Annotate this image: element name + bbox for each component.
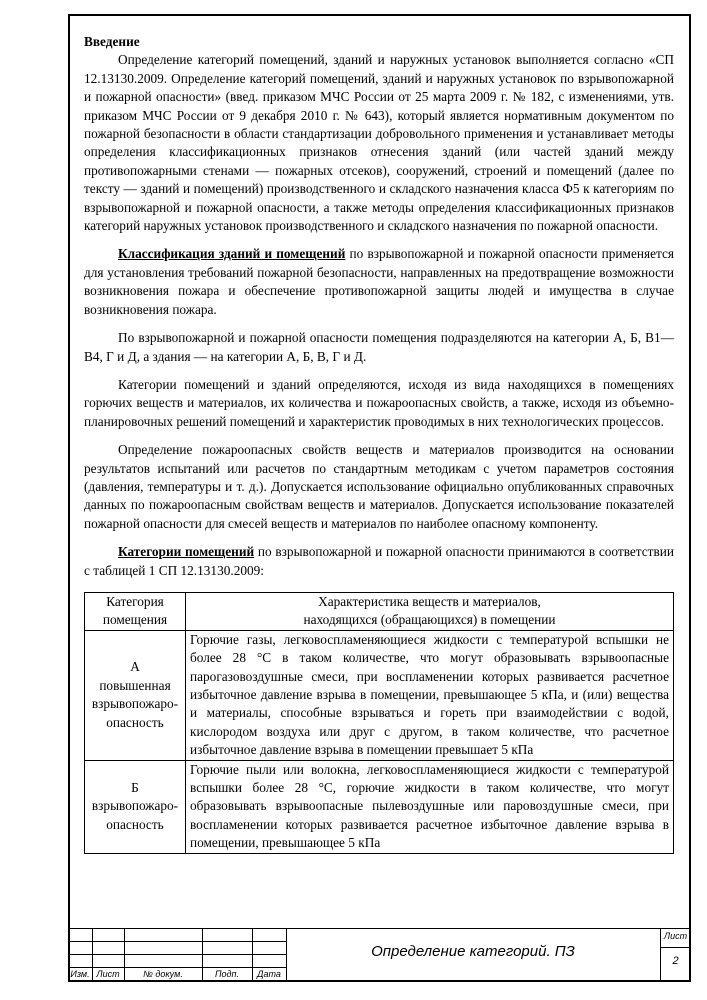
properties-paragraph: Определение пожароопасных свойств веществ и материалов производится на основании результатов испытаний или расчетов по стандартным методикам с учетом параметров состояния (давления, температуры и т. д.). Допускается использование официально опубликованных справочных данных по пожароопасным свойствам веществ и материалов. Допускается использование показателей пожарной опасности для смесей веществ и материалов по наиболее опасному компоненту. <box>84 442 674 531</box>
header-category-line: Категория <box>106 593 164 609</box>
room-categories-text: по взрывопожарной и пожарной опасности принимаются в соответствии с таблицей 1 СП 12.13130.2009: <box>84 544 675 578</box>
table-row <box>85 760 674 853</box>
header-category-line: помещения <box>102 612 168 628</box>
stamp-line <box>660 947 691 948</box>
stamp-col-date: Дата <box>257 969 281 979</box>
stamp-col-doc: № докум. <box>143 969 183 979</box>
sheet-label: Лист <box>663 931 688 941</box>
description-cell: Горючие газы, легковоспламеняющиеся жидкости с температурой вспышки не более 28 °С в таком количестве, что могут образовывать взрывоопасные парогазовоздушные смеси, при воспламенении которых развивается расчетное избыточное давление взрыва в помещении, превышающее 5 кПа, и (или) вещества и материалы, способные взрываться и гореть при взаимодействии с водой, кислородом воздуха или друг с другом, в таком количестве, что расчетное избыточное давление взрыва в помещении превышает 5 кПа <box>186 630 674 760</box>
category-label: опасность <box>106 816 164 832</box>
intro-paragraph: Определение категорий помещений, зданий и наружных установок выполняется согласно «СП 12.13130.2009. Определение категорий помещений, зданий и наружных установок по взрывопожарной и пожарной опасности» (введ. приказом МЧС России от 25 марта 2009 г. № 182, с изменениями, утв. приказом МЧС России от 9 декабря 2010 г. № 643), который является нормативным документом по пожарной безопасности в области стандартизации добровольного применения и устанавливает методы определения классификационных признаков отнесения зданий (или частей зданий между противопожарными стенами — пожарных отсеков), сооружений, строений и помещений (далее по тексту — зданий и помещений) производственного и складского назначения класса Ф5 к категориям по взрывопожарной и пожарной опасности, а также методы определения классификационных признаков категорий наружных установок производственного и складского назначения по пожарной опасности. <box>84 52 674 234</box>
header-category-cell <box>85 592 186 630</box>
category-label: опасность <box>106 714 164 730</box>
stamp-line <box>68 928 691 929</box>
category-cell <box>85 630 186 760</box>
header-description-cell <box>186 592 674 630</box>
sheet-number: 2 <box>672 955 679 967</box>
stamp-line <box>68 954 286 955</box>
determination-paragraph: Категории помещений и зданий определяются, исходя из вида находящихся в помещениях горючих веществ и материалов, их количества и пожароопасных свойств, а также, исходя из объемно-планировочных решений помещений и характеристик проводимых в них технологических процессов. <box>84 376 674 429</box>
header-description-line: находящихся (обращающихся) в помещении <box>303 612 556 628</box>
category-label: повышенная <box>99 677 171 693</box>
description-cell: Горючие пыли или волокна, легковоспламеняющиеся жидкости с температурой вспышки более 28 °С, горючие жидкости в таком количестве, что могут образовывать взрывоопасные пылевоздушные или паровоздушные смеси, при воспламенении которых развивается расчетное избыточное давление взрыва в помещении, превышающее 5 кПа <box>186 760 674 853</box>
room-categories-term: Категории помещений <box>118 544 255 560</box>
table-row <box>85 630 674 760</box>
category-label: взрывопожаро- <box>91 798 179 814</box>
classification-paragraph <box>84 245 674 319</box>
stamp-col-sign: Подп. <box>215 969 239 979</box>
classification-text: по взрывопожарной и пожарной опасности применяется для установления требований пожарной безопасности, направленных на предотвращение возможности возникновения пожара и обеспечение противопожарной защиты людей и имущества в случае возникновения пожара. <box>84 246 674 317</box>
stamp-col-list: Лист <box>96 969 120 979</box>
category-cell <box>85 760 186 853</box>
document-title: Определение категорий. ПЗ <box>371 943 575 960</box>
document-body <box>84 33 674 854</box>
room-categories-paragraph <box>84 543 674 580</box>
stamp-col-izm: Изм. <box>70 969 90 979</box>
header-description-line: Характеристика веществ и материалов, <box>318 593 541 609</box>
table-header-row <box>85 592 674 630</box>
categories-table <box>84 592 674 854</box>
title-block <box>68 928 691 982</box>
category-letter: Б <box>131 780 139 796</box>
intro-heading: Введение <box>84 34 140 49</box>
categories-paragraph: По взрывопожарной и пожарной опасности помещения подразделяются на категории А, Б, В1—В4, Г и Д, а здания — на категории А, Б, В, Г и Д. <box>84 330 674 364</box>
category-letter: А <box>130 659 140 675</box>
stamp-line <box>68 941 286 942</box>
classification-term: Классификация зданий и помещений <box>118 246 346 262</box>
category-label: взрывопожаро- <box>91 696 179 712</box>
